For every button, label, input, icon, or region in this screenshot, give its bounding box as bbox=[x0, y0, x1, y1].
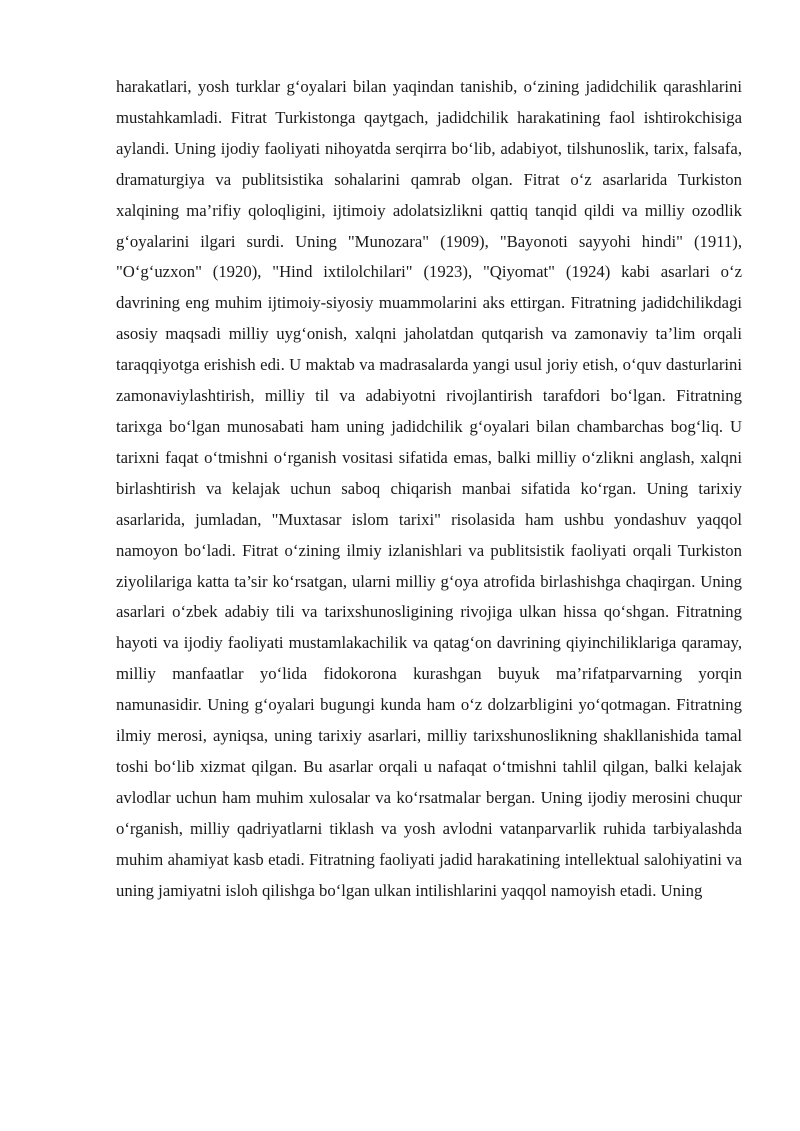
body-paragraph: harakatlari, yosh turklar g‘oyalari bilan yaqindan tanishib, o‘zining jadidchilik qarashlarini mustahkamladi. Fitrat Turkistonga qaytgach, jadidchilik harakatining faol ishtirokchisiga aylandi. Uning ijodiy faoliyati nihoyatda serqirra bo‘lib, adabiyot, tilshunoslik, tarix, falsafa, dramaturgiya va publitsistika sohalarini qamrab olgan. Fitrat o‘z asarlarida Turkiston xalqining ma’rifiy qoloqligini, ijtimoiy adolatsizlikni qattiq tanqid qildi va milliy ozodlik g‘oyalarini ilgari surdi. Uning "Munozara" (1909), "Bayonoti sayyohi hindi" (1911), "O‘g‘uzxon" (1920), "Hind ixtilolchilari" (1923), "Qiyomat" (1924) kabi asarlari o‘z davrining eng muhim ijtimoiy-siyosiy muammolarini aks ettirgan. Fitratning jadidchilikdagi asosiy maqsadi milliy uyg‘onish, xalqni jaholatdan qutqarish va zamonaviy ta’lim orqali taraqqiyotga erishish edi. U maktab va madrasalarda yangi usul joriy etish, o‘quv dasturlarini zamonaviylashtirish, milliy til va adabiyotni rivojlantirish tarafdori bo‘lgan. Fitratning tarixga bo‘lgan munosabati ham uning jadidchilik g‘oyalari bilan chambarchas bog‘liq. U tarixni faqat o‘tmishni o‘rganish vositasi sifatida emas, balki milliy o‘zlikni anglash, xalqni birlashtirish va kelajak uchun saboq chiqarish manbai sifatida ko‘rgan. Uning tarixiy asarlarida, jumladan, "Muxtasar islom tarixi" risolasida ham ushbu yondashuv yaqqol namoyon bo‘ladi. Fitrat o‘zining ilmiy izlanishlari va publitsistik faoliyati orqali Turkiston ziyolilariga katta ta’sir ko‘rsatgan, ularni milliy g‘oya atrofida birlashishga chaqirgan. Uning asarlari o‘zbek adabiy tili va tarixshunosligining rivojiga ulkan hissa qo‘shgan. Fitratning hayoti va ijodiy faoliyati mustamlakachilik va qatag‘on davrining qiyinchiliklariga qaramay, milliy manfaatlar yo‘lida fidokorona kurashgan buyuk ma’rifatparvarning yorqin namunasidir. Uning g‘oyalari bugungi kunda ham o‘z dolzarbligini yo‘qotmagan. Fitratning ilmiy merosi, ayniqsa, uning tarixiy asarlari, milliy tarixshunoslikning shakllanishida tamal toshi bo‘lib xizmat qilgan. Bu asarlar orqali u nafaqat o‘tmishni tahlil qilgan, balki kelajak avlodlar uchun ham muhim xulosalar va ko‘rsatmalar bergan. Uning ijodiy merosini chuqur o‘rganish, milliy qadriyatlarni tiklash va yosh avlodni vatanparvarlik ruhida tarbiyalashda muhim ahamiyat kasb etadi. Fitratning faoliyati jadid harakatining intellektual salohiyatini va uning jamiyatni isloh qilishga bo‘lgan ulkan intilishlarini yaqqol namoyish etadi. Uning bbox=[116, 77, 742, 900]
